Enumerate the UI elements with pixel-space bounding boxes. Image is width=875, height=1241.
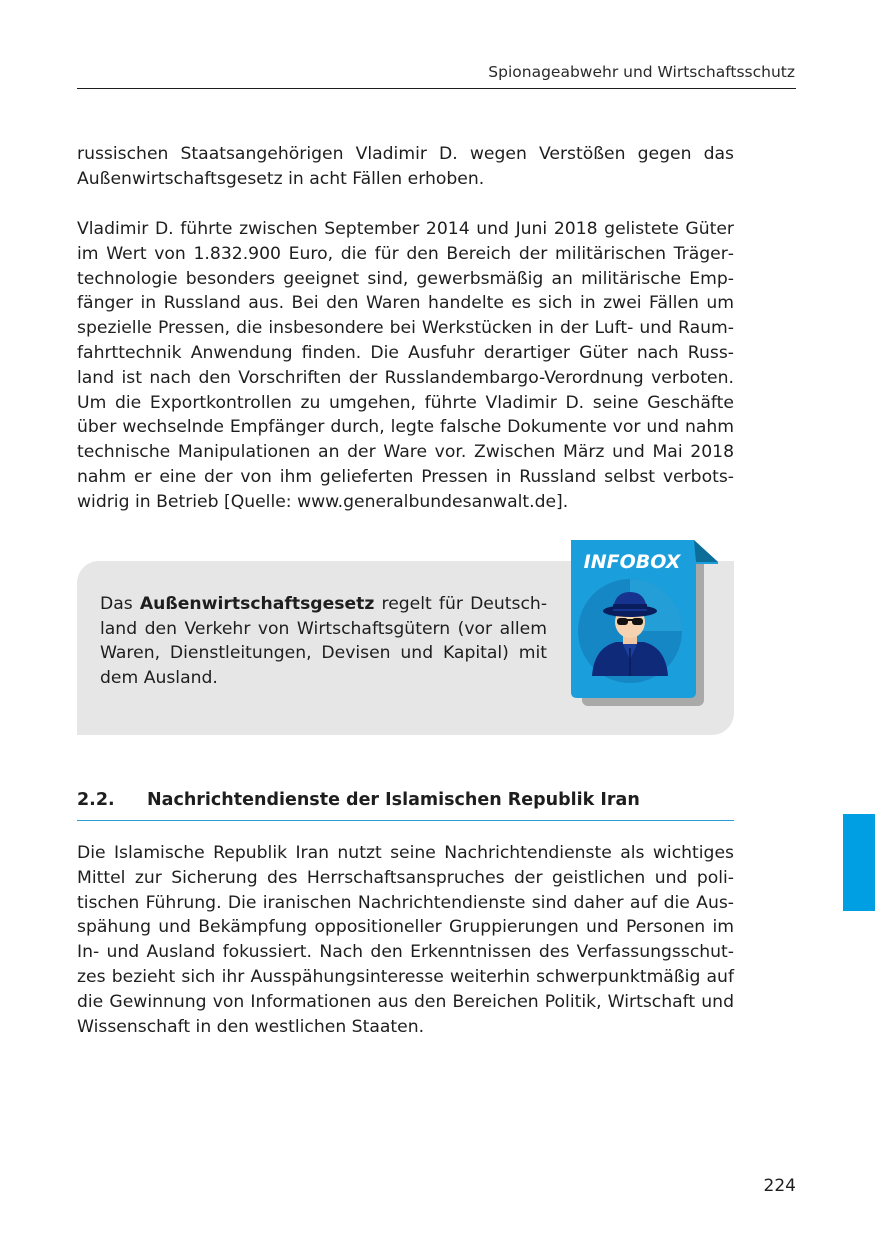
section-title: Nachrichtendienste der Islamischen Republik Iran [147,790,640,810]
infobox-text-before: Das [100,594,140,614]
section-heading [77,790,734,814]
section-number: 2.2. [77,790,115,810]
body-paragraph-1: russischen Staatsangehörigen Vladimir D. wegen Verstößen gegen das Außenwirtschaftsgesetz in acht Fällen erhoben. [77,144,734,189]
infobox-term: Außenwirtschaftsgesetz [139,594,375,614]
infobox-badge-label: INFOBOX [583,551,681,573]
page-number: 224 [763,1176,796,1196]
infobox-text [100,592,547,690]
infobox-badge [568,536,720,708]
infobox-text-after: regelt für Deutschland den Verkehr von Wirtschaftsgütern (vor allem Waren, Dienstleitungen, Devisen und Kapital) mit dem Ausland. [100,594,548,688]
body-paragraph-3: Die Islamische Republik Iran nutzt seine Nachrichtendienste als wichtiges Mittel zur Sicherung des Herrschaftsanspruches der geistlichen und politischen Führung. Die iranischen Nachrichtendienste sind daher auf die Ausspähung und Bekämpfung oppositioneller Gruppierungen und Personen im In- und Ausland fokussiert. Nach den Erkenntnissen des Verfassungsschutzes bezieht sich ihr Ausspähungsinteresse weiterhin schwerpunktmäßig auf die Gewinnung von Informationen aus den Bereichen Politik, Wirtschaft und Wissenschaft in den westlichen Staaten. [77,843,734,1037]
body-paragraph-2: Vladimir D. führte zwischen September 2014 und Juni 2018 gelistete Güter im Wert von 1.832.900 Euro, die für den Bereich der militärischen Trägertechnologie besonders geeignet sind, gewerbsmäßig an militärische Empfänger in Russland aus. Bei den Waren handelte es sich in zwei Fällen um spezielle Pressen, die insbesondere bei Werkstücken in der Luft- und Raumfahrttechnik Anwendung finden. Die Ausfuhr derartiger Güter nach Russland ist nach den Vorschriften der Russlandembargo-Verordnung verboten. Um die Exportkontrollen zu umgehen, führte Vladimir D. seine Geschäfte über wechselnde Empfänger durch, legte falsche Dokumente vor und nahm technische Manipulationen an der Ware vor. Zwischen März und Mai 2018 nahm er eine der von ihm gelieferten Pressen in Russland selbst verbotswidrig in Betrieb [Quelle: www.generalbundesanwalt.de]. [77,219,734,512]
section-rule [77,820,734,821]
running-header: Spionageabwehr und Wirtschaftsschutz [488,63,795,81]
spy-agent-icon [578,579,682,683]
header-rule [77,88,796,89]
chapter-side-tab [843,814,875,911]
